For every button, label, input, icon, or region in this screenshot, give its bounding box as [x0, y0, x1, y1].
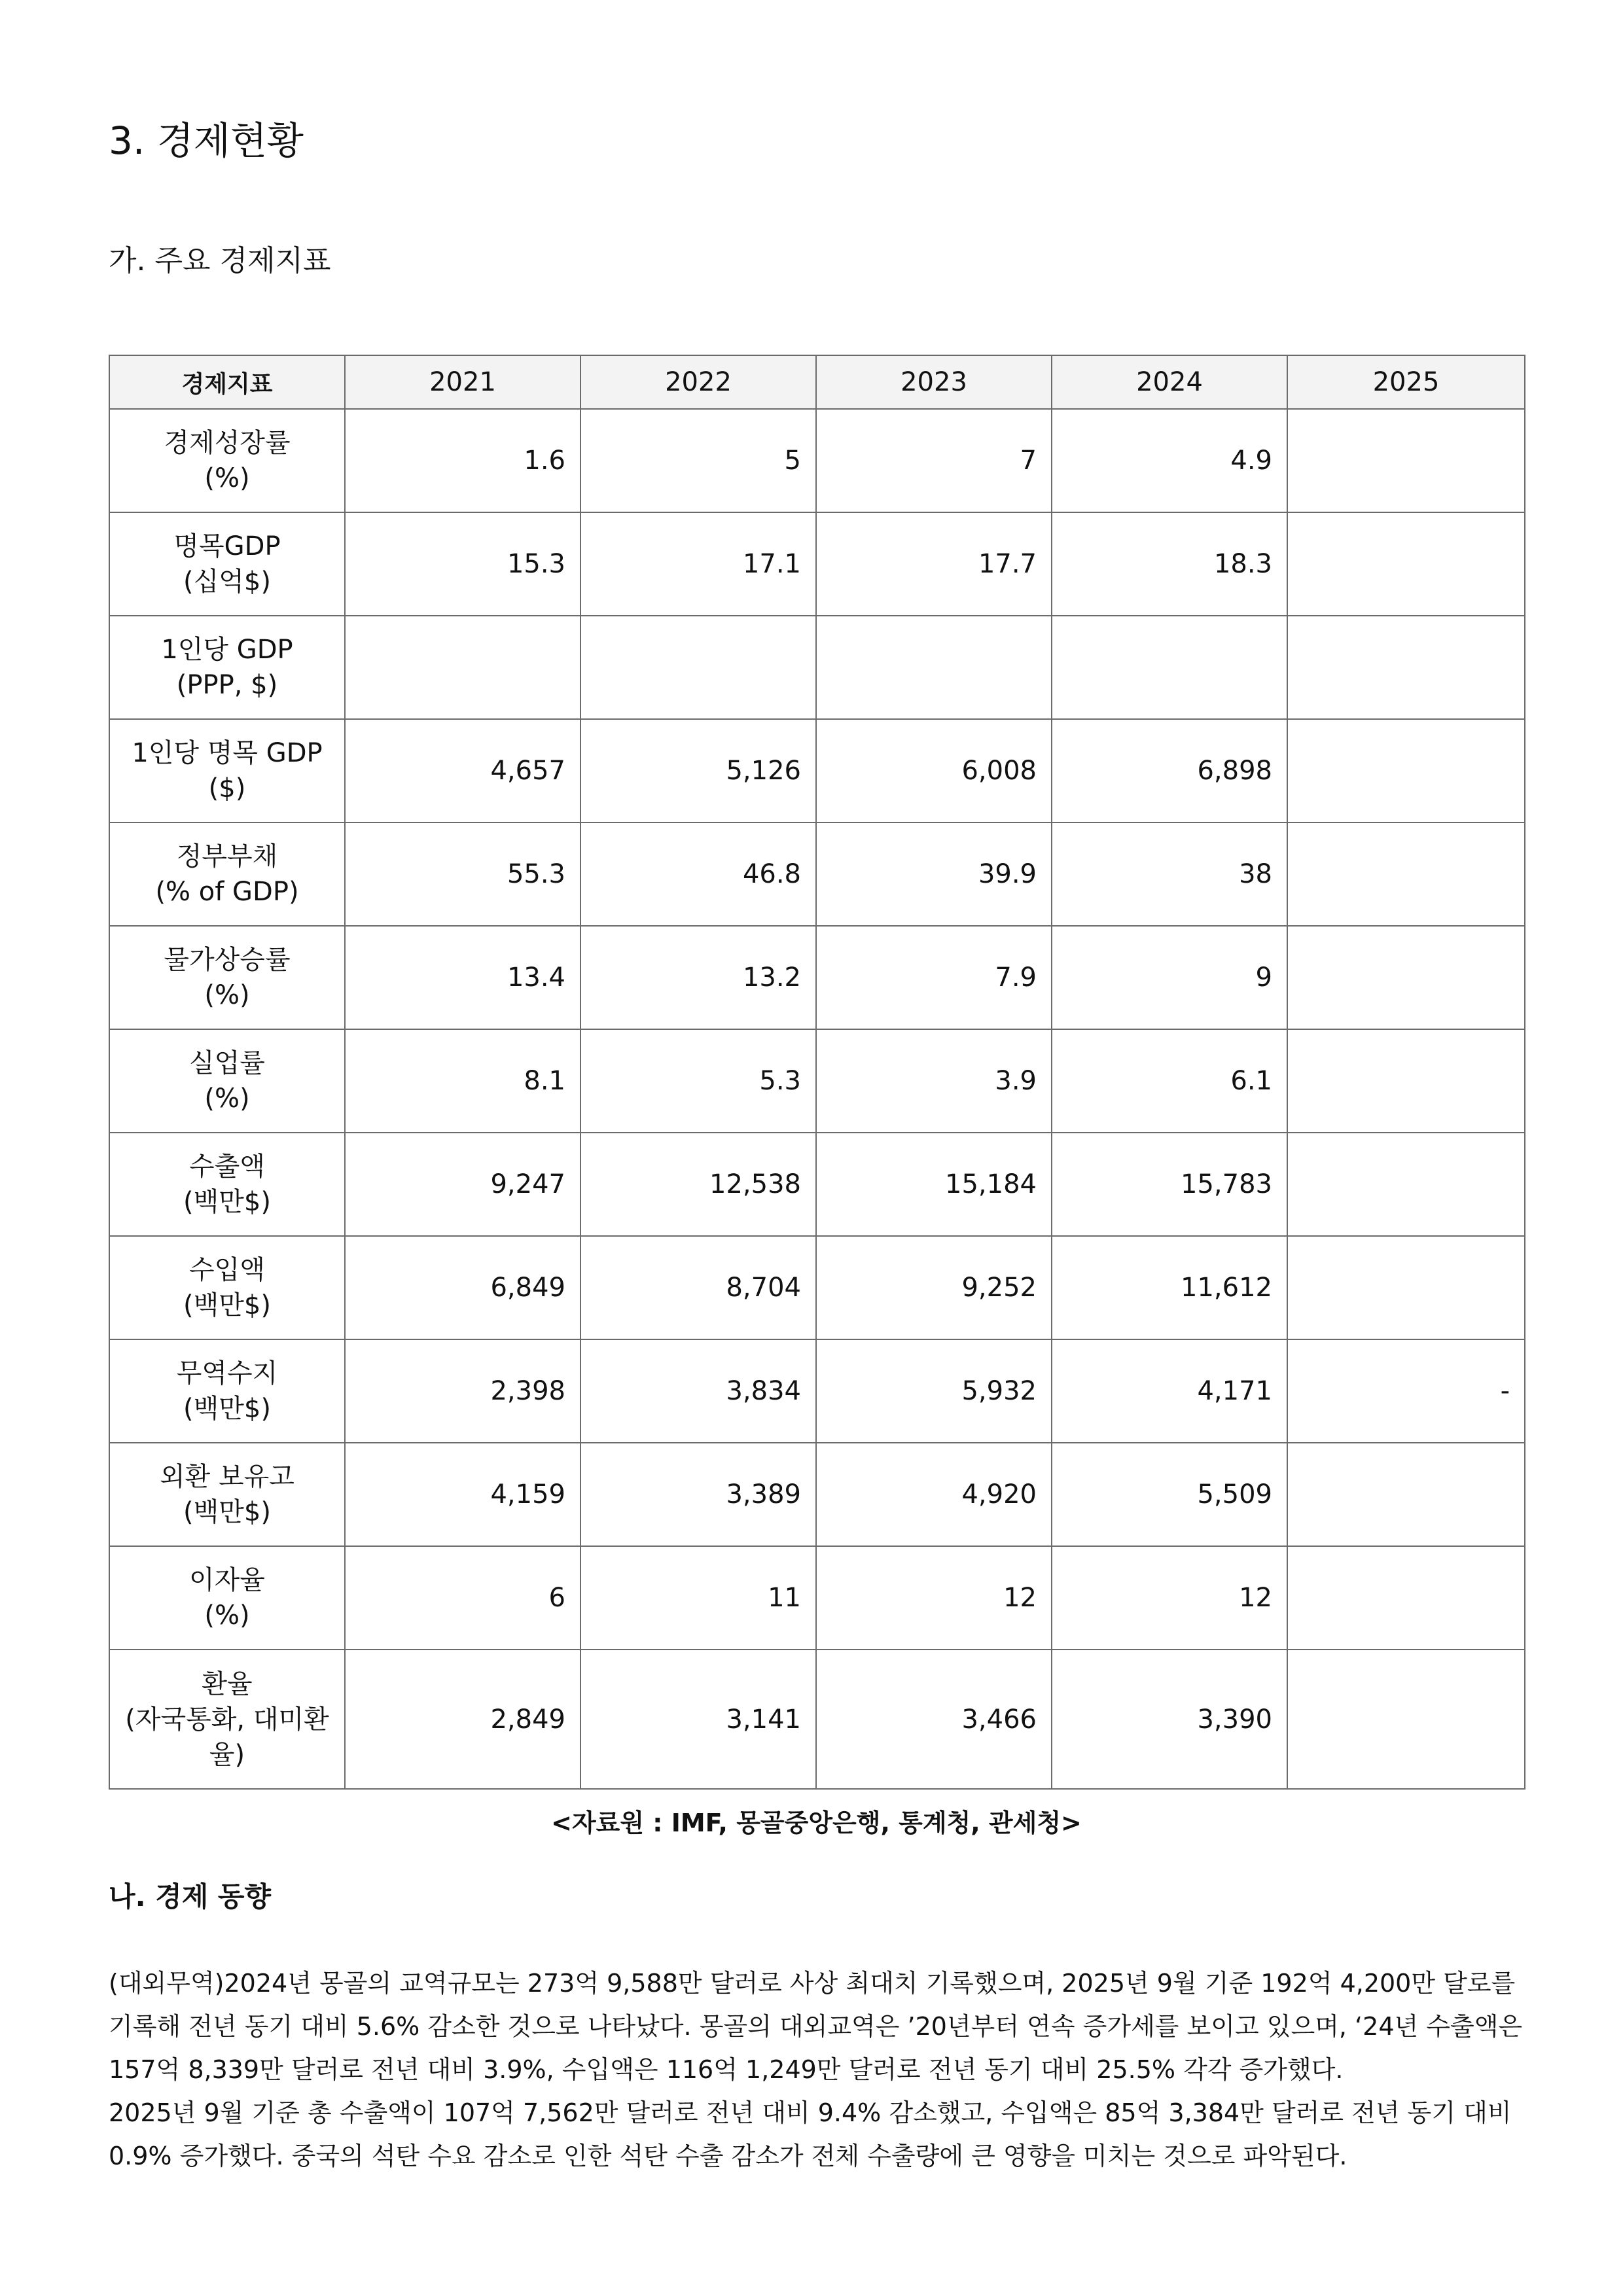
table-cell: 17.7	[816, 512, 1052, 616]
indicator-name: 수출액	[189, 1152, 265, 1182]
table-cell: 8.1	[345, 1029, 580, 1133]
indicator-label	[109, 1443, 345, 1546]
table-cell: 4,171	[1052, 1339, 1287, 1443]
table-cell: 15.3	[345, 512, 580, 616]
indicator-unit: (%)	[204, 1600, 250, 1631]
paragraph: (대외무역)2024년 몽골의 교역규모는 273억 9,588만 달러로 사상 최대치 기록했으며, 2025년 9월 기준 192억 4,200만 달로를 기록해 전년 동기 대비 5.6% 감소한 것으로 나타났다. 몽골의 대외교역은 ’20년부터 연속 증가세를 보이고 있으며, ‘24년 수출액은 157억 8,339만 달러로 전년 대비 3.9%, 수입액은 116억 1,249만 달러로 전년 동기 대비 25.5% 각각 증가했다.	[109, 1969, 1523, 2084]
table-cell: 6,008	[816, 719, 1052, 822]
header-year: 2023	[816, 355, 1052, 409]
table-cell: 7	[816, 409, 1052, 512]
section-title: 3. 경제현황	[109, 118, 304, 163]
table-cell: 17.1	[580, 512, 816, 616]
subsection-title: 가. 주요 경제지표	[109, 244, 331, 277]
indicator-unit: ($)	[208, 773, 246, 804]
table-header-row	[109, 355, 1525, 409]
table-cell: 6,898	[1052, 719, 1287, 822]
table-cell: 2,398	[345, 1339, 580, 1443]
indicator-name: 실업률	[189, 1048, 265, 1078]
table-cell: 13.2	[580, 926, 816, 1029]
indicator-unit: (%)	[204, 980, 250, 1010]
table-cell	[1287, 1443, 1525, 1546]
table-cell: 46.8	[580, 822, 816, 926]
table-row	[109, 616, 1525, 719]
header-year: 2022	[580, 355, 816, 409]
table-row	[109, 1443, 1525, 1546]
table-cell	[1287, 1029, 1525, 1133]
table-cell: 3,834	[580, 1339, 816, 1443]
table-cell: 3,389	[580, 1443, 816, 1546]
table-row	[109, 822, 1525, 926]
indicator-name: 환율	[202, 1669, 253, 1699]
table-cell: 5.3	[580, 1029, 816, 1133]
indicator-name: 명목GDP	[173, 531, 281, 561]
table-cell	[1287, 719, 1525, 822]
table-cell	[1287, 409, 1525, 512]
table-cell: 2,849	[345, 1650, 580, 1789]
table-cell: 3,390	[1052, 1650, 1287, 1789]
table-cell: 15,783	[1052, 1133, 1287, 1236]
table-cell: 4,920	[816, 1443, 1052, 1546]
table-cell: 12,538	[580, 1133, 816, 1236]
table-cell: 5,509	[1052, 1443, 1287, 1546]
indicator-name: 외환 보유고	[160, 1462, 294, 1492]
table-cell: 3,466	[816, 1650, 1052, 1789]
table-cell: 5,126	[580, 719, 816, 822]
table-cell: 5,932	[816, 1339, 1052, 1443]
table-cell: 4.9	[1052, 409, 1287, 512]
table-cell	[1287, 512, 1525, 616]
indicator-unit: (PPP, $)	[176, 670, 278, 700]
indicator-label	[109, 512, 345, 616]
table-cell: 4,159	[345, 1443, 580, 1546]
table-row	[109, 1133, 1525, 1236]
indicator-unit: (자국통화, 대미환율)	[125, 1704, 329, 1770]
indicator-label	[109, 1133, 345, 1236]
table-cell: 6.1	[1052, 1029, 1287, 1133]
table-cell: 6,849	[345, 1236, 580, 1339]
table-row	[109, 1546, 1525, 1650]
table-cell	[1287, 822, 1525, 926]
table-cell: 12	[1052, 1546, 1287, 1650]
indicator-label	[109, 616, 345, 719]
table-cell	[816, 616, 1052, 719]
indicator-name: 수입액	[189, 1255, 265, 1285]
table-row	[109, 926, 1525, 1029]
table-cell: 39.9	[816, 822, 1052, 926]
table-cell: 55.3	[345, 822, 580, 926]
table-cell: 3,141	[580, 1650, 816, 1789]
indicator-label	[109, 409, 345, 512]
table-cell: 11,612	[1052, 1236, 1287, 1339]
table-cell	[1052, 616, 1287, 719]
indicator-unit: (백만$)	[183, 1497, 271, 1527]
header-indicator: 경제지표	[109, 355, 345, 409]
table-row	[109, 1650, 1525, 1789]
indicator-unit: (백만$)	[183, 1187, 271, 1217]
header-year: 2024	[1052, 355, 1287, 409]
indicator-label	[109, 1546, 345, 1650]
indicator-label	[109, 1650, 345, 1789]
table-cell: 7.9	[816, 926, 1052, 1029]
table-cell: -	[1287, 1339, 1525, 1443]
table-cell: 3.9	[816, 1029, 1052, 1133]
table-cell: 6	[345, 1546, 580, 1650]
indicator-name: 무역수지	[176, 1358, 278, 1388]
indicator-unit: (백만$)	[183, 1394, 271, 1424]
indicator-name: 물가상승률	[164, 945, 291, 975]
trend-body	[109, 1962, 1535, 2178]
indicator-name: 경제성장률	[164, 428, 291, 458]
table-cell: 5	[580, 409, 816, 512]
table-cell	[1287, 926, 1525, 1029]
table-row	[109, 512, 1525, 616]
table-cell: 4,657	[345, 719, 580, 822]
table-cell: 12	[816, 1546, 1052, 1650]
indicator-name: 1인당 GDP	[161, 635, 293, 665]
indicator-unit: (%)	[204, 463, 250, 493]
table-cell: 13.4	[345, 926, 580, 1029]
indicator-label	[109, 822, 345, 926]
indicator-unit: (십억$)	[183, 567, 271, 597]
trend-title: 나. 경제 동향	[109, 1881, 272, 1913]
table-cell: 9	[1052, 926, 1287, 1029]
table-cell: 9,247	[345, 1133, 580, 1236]
table-cell	[1287, 616, 1525, 719]
indicator-unit: (백만$)	[183, 1290, 271, 1320]
indicator-name: 이자율	[189, 1565, 265, 1595]
paragraph: 2025년 9월 기준 총 수출액이 107억 7,562만 달러로 전년 대비 9.4% 감소했고, 수입액은 85억 3,384만 달러로 전년 동기 대비 0.9% 증가했다. 중국의 석탄 수요 감소로 인한 석탄 수출 감소가 전체 수출량에 큰 영향을 미치는 것으로 파악된다.	[109, 2098, 1512, 2170]
table-row	[109, 1236, 1525, 1339]
indicator-name: 1인당 명목 GDP	[132, 738, 323, 768]
indicator-unit: (%)	[204, 1084, 250, 1114]
table-cell: 9,252	[816, 1236, 1052, 1339]
indicator-label	[109, 1029, 345, 1133]
indicator-label	[109, 926, 345, 1029]
table-cell: 15,184	[816, 1133, 1052, 1236]
indicator-label	[109, 719, 345, 822]
indicator-label	[109, 1236, 345, 1339]
table-cell: 8,704	[580, 1236, 816, 1339]
table-cell	[1287, 1546, 1525, 1650]
table-source-note: <자료원 : IMF, 몽골중앙은행, 통계청, 관세청>	[551, 1809, 1082, 1837]
indicator-label	[109, 1339, 345, 1443]
table-row	[109, 1029, 1525, 1133]
header-year: 2021	[345, 355, 580, 409]
table-row	[109, 719, 1525, 822]
table-cell	[580, 616, 816, 719]
table-cell: 11	[580, 1546, 816, 1650]
table-row	[109, 409, 1525, 512]
table-cell	[345, 616, 580, 719]
table-cell	[1287, 1236, 1525, 1339]
table-cell: 1.6	[345, 409, 580, 512]
economic-indicators-table	[109, 355, 1525, 1790]
table-cell: 18.3	[1052, 512, 1287, 616]
table-cell: 38	[1052, 822, 1287, 926]
indicator-unit: (% of GDP)	[155, 877, 299, 907]
table-cell	[1287, 1650, 1525, 1789]
header-year: 2025	[1287, 355, 1525, 409]
indicator-name: 정부부채	[176, 841, 278, 872]
table-cell	[1287, 1133, 1525, 1236]
table-row	[109, 1339, 1525, 1443]
